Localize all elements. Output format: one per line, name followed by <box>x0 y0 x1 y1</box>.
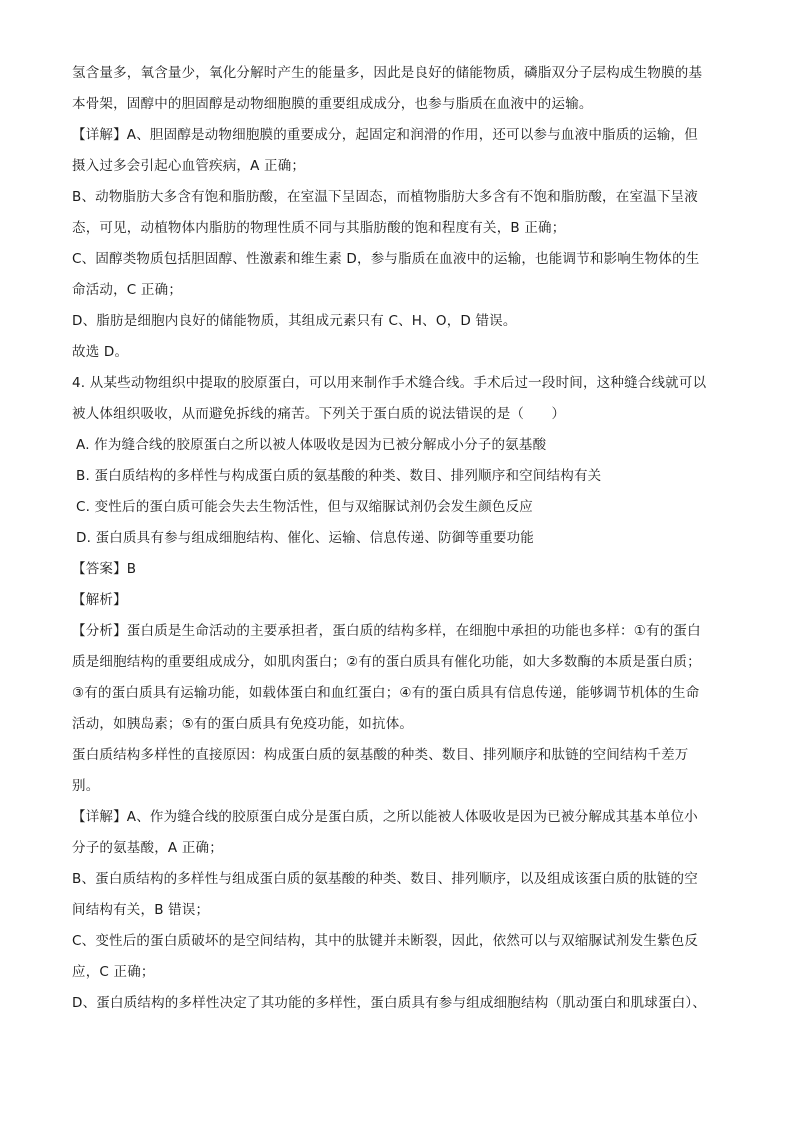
option-a: A. 作为缝合线的胶原蛋白之所以被人体吸收是因为已被分解成小分子的氨基酸 <box>76 437 547 453</box>
text-line: 质是细胞结构的重要组成成分，如肌肉蛋白；②有的蛋白质具有催化功能，如大多数酶的本质是蛋白质； <box>72 654 701 670</box>
text-line: 间结构有关，B 错误； <box>72 902 210 918</box>
text-line: B、蛋白质结构的多样性与组成蛋白质的氨基酸的种类、数目、排列顺序，以及组成该蛋白质的肽链的空 <box>72 871 698 887</box>
text-line: ③有的蛋白质具有运输功能，如载体蛋白和血红蛋白；④有的蛋白质具有信息传递，能够调节机体的生命 <box>72 685 700 701</box>
text-line: 蛋白质结构多样性的直接原因：构成蛋白质的氨基酸的种类、数目、排列顺序和肽链的空间结构千差万 <box>72 747 689 763</box>
text-line: C、固醇类物质包括胆固醇、性激素和维生素 D，参与脂质在血液中的运输，也能调节和影响生物体的生 <box>72 251 700 267</box>
text-line: 分子的氨基酸，A 正确； <box>72 840 223 856</box>
text-line: 【详解】A、作为缝合线的胶原蛋白成分是蛋白质，之所以能被人体吸收是因为已被分解成其基本单位小 <box>72 809 698 825</box>
text-line: 应，C 正确； <box>72 964 155 980</box>
option-b: B. 蛋白质结构的多样性与构成蛋白质的氨基酸的种类、数目、排列顺序和空间结构有关 <box>76 468 602 484</box>
text-line: B、动物脂肪大多含有饱和脂肪酸，在室温下呈固态，而植物脂肪大多含有不饱和脂肪酸，在室温下呈液 <box>72 189 698 205</box>
text-line: 【详解】A、胆固醇是动物细胞膜的重要成分，起固定和润滑的作用，还可以参与血液中脂质的运输，但 <box>72 127 698 143</box>
answer-line: 【答案】B <box>72 561 137 577</box>
text-line: 本骨架，固醇中的胆固醇是动物细胞膜的重要组成成分，也参与脂质在血液中的运输。 <box>72 96 593 112</box>
text-line: 别。 <box>72 778 100 794</box>
analysis-heading: 【解析】 <box>72 592 127 608</box>
text-line: 活动，如胰岛素；⑤有的蛋白质具有免疫功能，如抗体。 <box>72 716 414 732</box>
text-line: 【分析】蛋白质是生命活动的主要承担者，蛋白质的结构多样，在细胞中承担的功能也多样：①有的蛋白 <box>72 623 701 639</box>
text-line: 态，可见，动植物体内脂肪的物理性质不同与其脂肪酸的饱和程度有关，B 正确； <box>72 220 566 236</box>
question-stem: 4. 从某些动物组织中提取的胶原蛋白，可以用来制作手术缝合线。手术后过一段时间，这种缝合线就可以 <box>72 375 707 391</box>
text-line: 命活动，C 正确； <box>72 282 183 298</box>
text-line: 故选 D。 <box>72 344 129 360</box>
text-line: D、脂肪是细胞内良好的储能物质，其组成元素只有 C、H、O，D 错误。 <box>72 313 517 329</box>
text-line: 氢含量多，氧含量少，氧化分解时产生的能量多，因此是良好的储能物质，磷脂双分子层构成生物膜的基 <box>72 65 703 81</box>
text-line: D、蛋白质结构的多样性决定了其功能的多样性，蛋白质具有参与组成细胞结构（肌动蛋白和肌球蛋白）、 <box>72 995 707 1011</box>
question-stem: 被人体组织吸收，从而避免拆线的痛苦。下列关于蛋白质的说法错误的是（ ） <box>72 406 566 422</box>
document-page <box>72 58 724 1019</box>
option-d: D. 蛋白质具有参与组成细胞结构、催化、运输、信息传递、防御等重要功能 <box>76 530 534 546</box>
text-line: C、变性后的蛋白质破坏的是空间结构，其中的肽键并未断裂，因此，依然可以与双缩脲试剂发生紫色反 <box>72 933 699 949</box>
text-line: 摄入过多会引起心血管疾病，A 正确； <box>72 158 306 174</box>
option-c: C. 变性后的蛋白质可能会失去生物活性，但与双缩脲试剂仍会发生颜色反应 <box>76 499 534 515</box>
